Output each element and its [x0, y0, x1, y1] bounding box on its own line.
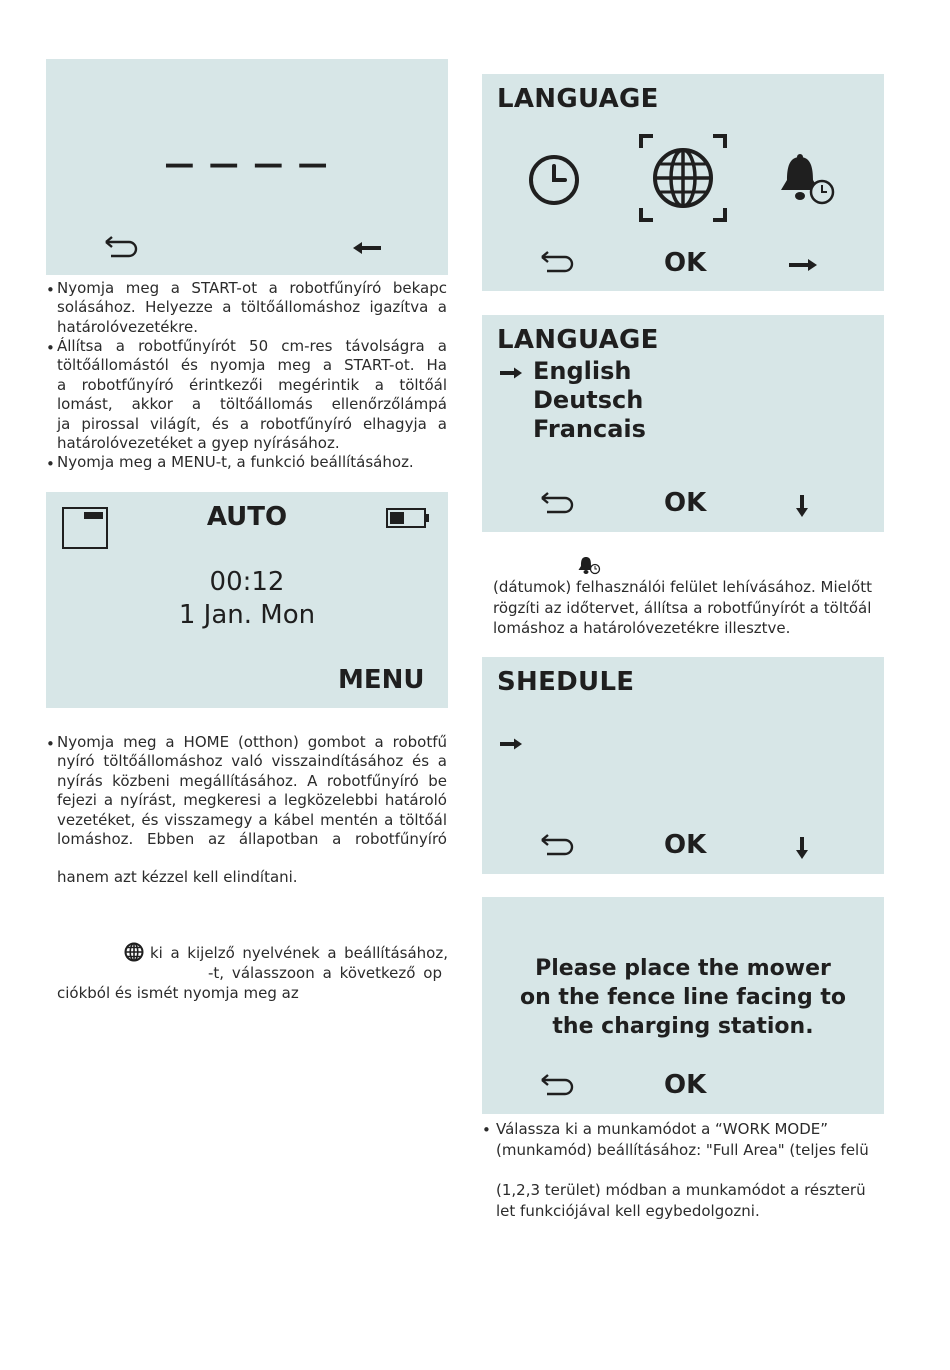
text-line: solásához. Helyezze a töltőállomáshoz igazítva a	[57, 298, 447, 317]
text-line: lomást, akkor a töltőállomás ellenőrzőlámpá	[57, 395, 447, 414]
language-option-francais[interactable]: Francais	[533, 415, 646, 443]
text-line: (1,2,3 terület) módban a munkamódot a részterü	[496, 1181, 866, 1199]
text-line: a robotfűnyíró érintkezői megérintik a töltőál	[57, 375, 447, 394]
clock-time: 00:12	[209, 567, 285, 597]
text-line: Nyomja meg a START-ot a robotfűnyíró bekapc	[57, 279, 447, 297]
left-arrow-icon[interactable]	[352, 241, 382, 255]
language-option-english[interactable]: English	[533, 357, 632, 385]
text-line: ki a kijelző nyelvének a beállításához,	[150, 944, 448, 962]
selection-arrow-icon	[499, 738, 523, 750]
down-arrow-icon[interactable]	[795, 494, 809, 518]
message-line: the charging station.	[552, 1014, 814, 1039]
text-line: rögzíti az időtervet, állítsa a robotfűnyírót a töltőál	[493, 598, 872, 617]
battery-icon	[386, 508, 430, 528]
text-line: -t, válasszoon a következő op	[208, 964, 442, 982]
text-line: let funkciójával kell egybedolgozni.	[496, 1201, 760, 1220]
back-arrow-icon[interactable]	[539, 1073, 575, 1095]
ok-button[interactable]: OK	[664, 488, 707, 518]
language-option-deutsch[interactable]: Deutsch	[533, 386, 644, 414]
text-line: hanem azt kézzel kell elindítani.	[57, 868, 298, 886]
text-line: vezetéket, és visszamegy a kábel mentén a töltőál	[57, 810, 447, 829]
panel-title: LANGUAGE	[497, 84, 659, 114]
ok-button[interactable]: OK	[664, 830, 707, 860]
ok-button[interactable]: OK	[664, 1070, 707, 1100]
schedule-instructions	[493, 577, 885, 639]
text-line: ciókból és ismét nyomja meg az	[57, 984, 299, 1002]
text-line: (dátumok) felhasználói felület lehívásához. Mielőtt	[493, 578, 873, 596]
right-arrow-icon[interactable]	[788, 258, 818, 272]
schedule-panel	[482, 657, 884, 874]
home-screen-panel	[46, 492, 448, 708]
message-line: on the fence line facing to	[520, 985, 846, 1010]
code-dashes: — — — —	[164, 147, 330, 182]
back-arrow-icon[interactable]	[539, 833, 575, 855]
text-line: fejezi a nyírást, megkeresi a legközelebbi határoló	[57, 791, 447, 810]
mode-label: AUTO	[206, 502, 288, 532]
text-line: Nyomja meg a HOME (otthon) gombot a robotfű	[57, 733, 447, 751]
text-line: nyíró töltőállomáshoz való visszaindításához és a	[57, 752, 447, 771]
back-arrow-icon[interactable]	[103, 235, 139, 257]
text-line: Válassza ki a munkamódot a “WORK MODE”	[496, 1120, 829, 1138]
text-line: lomáshoz. Ebben az állapotban a robotfűnyíró	[57, 830, 447, 849]
ok-button[interactable]: OK	[664, 248, 707, 278]
text-line: határolóvezetéket a gyep nyírásához.	[57, 434, 340, 453]
down-arrow-icon[interactable]	[795, 836, 809, 860]
language-icons-panel	[482, 74, 884, 291]
globe-icon[interactable]	[639, 134, 727, 222]
text-line: lomáshoz a határolóvezetékre illesztve.	[493, 619, 791, 637]
language-list-panel	[482, 315, 884, 532]
panel-title: LANGUAGE	[497, 325, 659, 355]
text-line: Nyomja meg a MENU-t, a funkció beállításához.	[57, 453, 414, 471]
text-line: ja pirossal világít, és a robotfűnyíró elhagyja a	[57, 414, 447, 433]
text-line: (munkamód) beállításához: "Full Area" (teljes felü	[496, 1140, 869, 1159]
clock-date: 1 Jan. Mon	[178, 600, 316, 630]
code-screen-panel	[46, 59, 448, 275]
clock-icon[interactable]	[528, 154, 580, 206]
back-arrow-icon[interactable]	[539, 250, 575, 272]
place-mower-panel	[482, 897, 884, 1114]
selection-arrow-icon	[499, 367, 523, 379]
text-line: Állítsa a robotfűnyírót 50 cm-res távolságra a	[57, 337, 447, 355]
text-line: határolóvezetékre.	[57, 317, 198, 336]
text-line: nyírás közbeni megállításához. A robotfűnyíró be	[57, 771, 447, 790]
panel-title: SHEDULE	[497, 667, 635, 697]
text-line: töltőállomástól és nyomja meg a START-ot. Ha	[57, 356, 447, 375]
back-arrow-icon[interactable]	[539, 491, 575, 513]
globe-icon	[124, 942, 144, 962]
message-text	[482, 954, 884, 1041]
menu-button[interactable]: MENU	[338, 665, 425, 695]
bell-clock-icon	[578, 555, 602, 575]
message-line: Please place the mower	[535, 956, 831, 981]
bell-clock-icon[interactable]	[780, 152, 836, 208]
